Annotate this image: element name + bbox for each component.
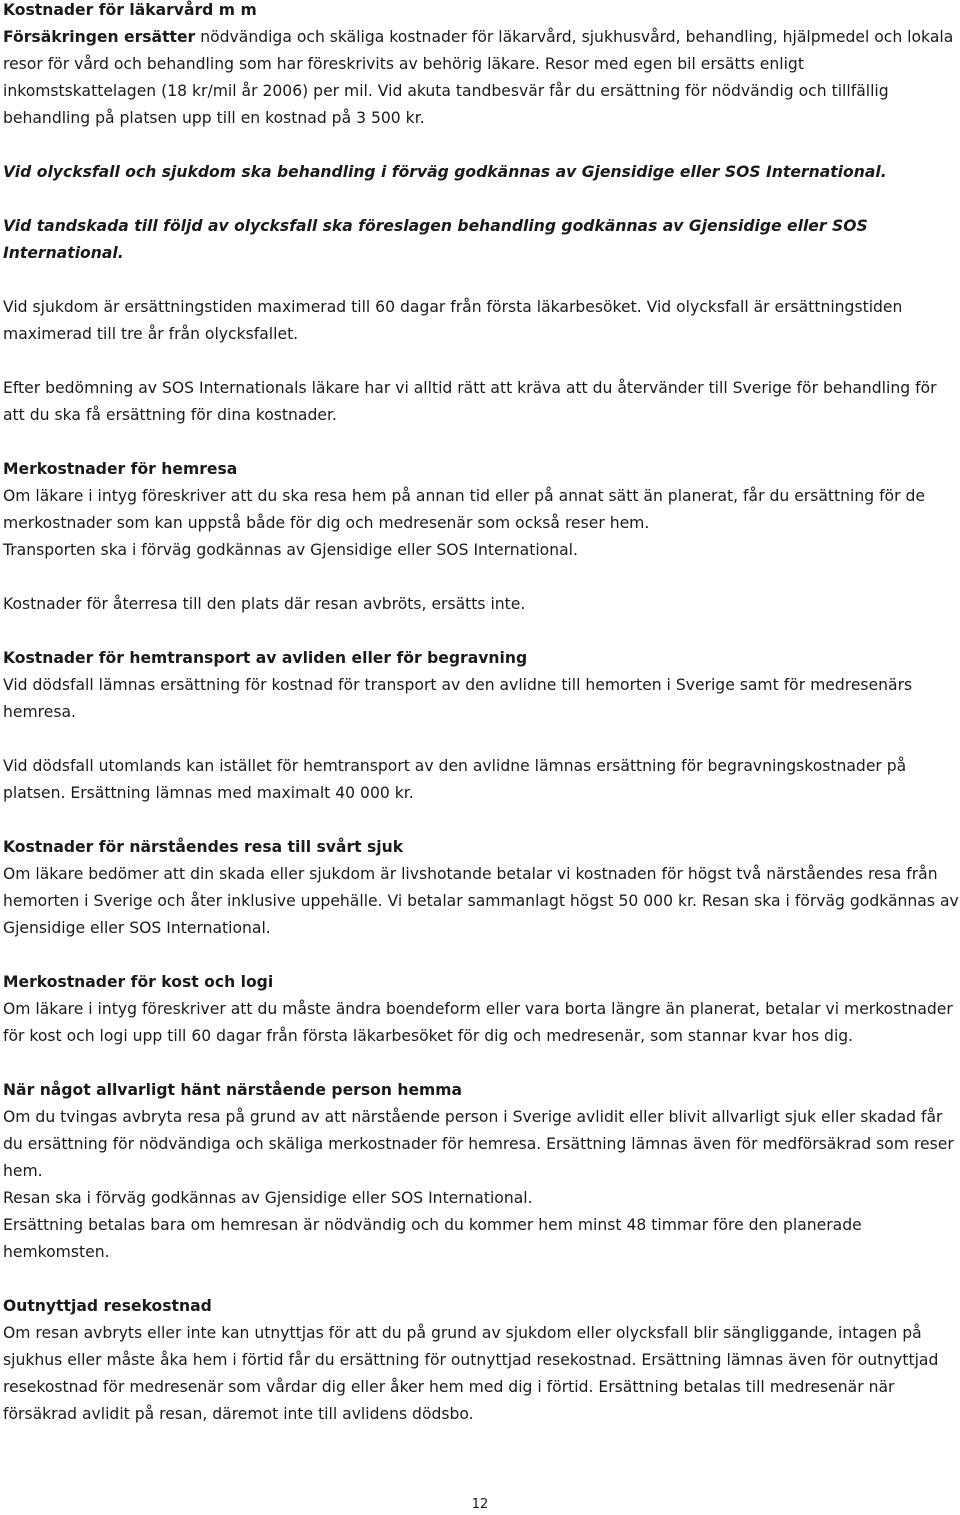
section-heading: Merkostnader för kost och logi: [3, 973, 274, 991]
paragraph: Om läkare i intyg föreskriver att du måste ändra boendeform eller vara borta längre än planerat, betalar vi merkostnader för kost och logi upp till 60 dagar från första läkarbesöket för dig och medresenär, som stannar kvar hos dig.: [3, 1000, 953, 1045]
section-repatriation: [3, 645, 959, 807]
paragraph: Om läkare bedömer att din skada eller sjukdom är livshotande betalar vi kostnaden för högst två närståendes resa från hemorten i Sverige och åter inklusive uppehälle. Vi betalar sammanlagt högst 50 000 kr. Resan ska i förväg godkännas av Gjensidige eller SOS International.: [3, 865, 959, 937]
section-board-lodging: [3, 969, 959, 1050]
section-medical-costs: [3, 0, 959, 429]
section-heading: När något allvarligt hänt närstående person hemma: [3, 1081, 463, 1099]
paragraph: Efter bedömning av SOS Internationals läkare har vi alltid rätt att kräva att du återvänder till Sverige för behandling för att du ska få ersättning för dina kostnader.: [3, 379, 937, 424]
paragraph: Om du tvingas avbryta resa på grund av att närstående person i Sverige avlidit eller blivit allvarligt sjuk eller skadad får du ersättning för nödvändiga och skäliga merkostnader för hemresa. Ersättning lämnas även för medförsäkrad som reser hem.: [3, 1108, 954, 1180]
paragraph: Resan ska i förväg godkännas av Gjensidige eller SOS International.: [3, 1189, 533, 1207]
section-return-travel: [3, 456, 959, 618]
paragraph: Vid dödsfall utomlands kan istället för hemtransport av den avlidne lämnas ersättning för begravningskostnader på platsen. Ersättning lämnas med maximalt 40 000 kr.: [3, 757, 907, 802]
paragraph: Vid dödsfall lämnas ersättning för kostnad för transport av den avlidne till hemorten i Sverige samt för medresenärs hemresa.: [3, 676, 913, 721]
paragraph: Om resan avbryts eller inte kan utnyttjas för att du på grund av sjukdom eller olycksfall blir sängliggande, intagen på sjukhus eller måste åka hem i förtid får du ersättning för outnyttjad resekostnad. Ersättning lämnas även för outnyttjad resekostnad för medresenär som vårdar dig eller åker hem med dig i förtid. Ersättning betalas till medresenär när försäkrad avlidit på resan, däremot inte till avlidens dödsbo.: [3, 1324, 939, 1423]
paragraph: Om läkare i intyg föreskriver att du ska resa hem på annan tid eller på annat sätt än planerat, får du ersättning för de merkostnader som kan uppstå både för dig och medresenär som också reser hem.: [3, 487, 925, 532]
section-heading: Kostnader för läkarvård m m: [3, 1, 257, 19]
section-intro: [3, 24, 959, 132]
section-emergency-at-home: [3, 1077, 959, 1266]
paragraph: Transporten ska i förväg godkännas av Gjensidige eller SOS International.: [3, 541, 578, 559]
document-page: [3, 0, 959, 1428]
section-heading: Kostnader för närståendes resa till svårt sjuk: [3, 838, 404, 856]
approval-notice: Vid olycksfall och sjukdom ska behandling i förväg godkännas av Gjensidige eller SOS International.: [3, 163, 887, 181]
section-heading: Kostnader för hemtransport av avliden eller för begravning: [3, 649, 528, 667]
section-heading: Merkostnader för hemresa: [3, 460, 238, 478]
dental-approval-notice: Vid tandskada till följd av olycksfall ska föreslagen behandling godkännas av Gjensidige eller SOS International.: [3, 217, 868, 262]
section-unused-travel-cost: [3, 1293, 959, 1428]
intro-body-text: nödvändiga och skäliga kostnader för läkarvård, sjukhusvård, behandling, hjälpmedel och lokala resor för vård och behandling som har föreskrivits av behörig läkare. Resor med egen bil ersätts enligt inkomstskattelagen (18 kr/mil år 2006) per mil. Vid akuta tandbesvär får du ersättning för nödvändig och tillfällig behandling på platsen upp till en kostnad på 3 500 kr.: [3, 28, 954, 127]
paragraph: Ersättning betalas bara om hemresan är nödvändig och du kommer hem minst 48 timmar före den planerade hemkomsten.: [3, 1216, 862, 1261]
section-relative-travel: [3, 834, 959, 942]
section-heading: Outnyttjad resekostnad: [3, 1297, 212, 1315]
page-number: 12: [471, 1497, 489, 1512]
paragraph: Vid sjukdom är ersättningstiden maximerad till 60 dagar från första läkarbesöket. Vid olycksfall är ersättningstiden maximerad till tre år från olycksfallet.: [3, 298, 903, 343]
paragraph: Kostnader för återresa till den plats där resan avbröts, ersätts inte.: [3, 595, 526, 613]
intro-lead-text: Försäkringen ersätter: [3, 28, 196, 46]
